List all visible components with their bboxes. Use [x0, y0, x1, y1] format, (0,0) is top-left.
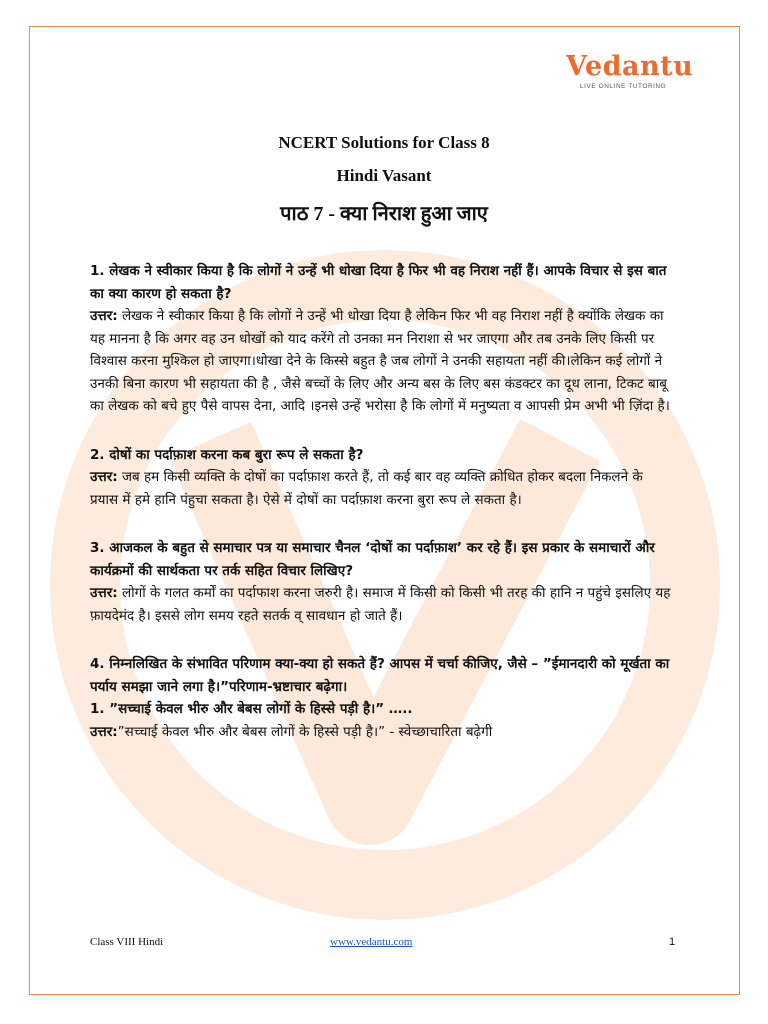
answer-text: लेखक ने स्वीकार किया है कि लोगों ने उन्हें भी धोखा दिया है लेकिन फिर भी वह निराश नहीं है क्योंकि लेखक का यह मानना है कि अगर वह उन धोखों को याद करेंगे तो उनका मन निराशा से भर जाएगा और तब उनके लिए किसी पर विश्वास करना मुश्किल हो जाएगा।धोखा देने के किस्से बहुत है जब लोगों ने उनकी सहायता नहीं की।लेकिन कई लोगों ने उनकी बिना कारण भी सहायता की है , जैसे बच्चों के लिए और अन्य बस के लिए बस कंडक्टर का दूध लाना, टिकट बाबू का लेखक को बचे हुए पैसे वापस देना, आदि ।इनसे उन्हें भरोसा है कि लोगों में मनुष्यता व आपसी प्रेम अभी भी ज़िंदा है।: [90, 308, 670, 414]
answer-label: उत्तर:: [90, 469, 118, 485]
footer-website-link[interactable]: www.vedantu.com: [330, 936, 413, 948]
answer-label: उत्तर:: [90, 723, 118, 740]
answer-label: उत्तर:: [90, 585, 118, 601]
question-3: 3. आजकल के बहुत से समाचार पत्र या समाचार चैनल ‘दोषों का पर्दाफ़ाश’ कर रहे हैं। इस प्रकार के समाचारों और कार्यक्रमों की सार्थकता पर तर्क सहित विचार लिखिए?: [90, 540, 655, 579]
answer-label: उत्तर:: [90, 308, 118, 324]
chapter-title: पाठ 7 - क्या निराश हुआ जाए: [280, 203, 488, 225]
answer-3: [90, 582, 674, 627]
footer-class-label: Class VIII Hindi: [90, 936, 164, 948]
answer-text: ”सच्चाई केवल भीरु और बेबस लोगों के हिस्से पड़ी है।” - स्वेच्छाचारिता बढ़ेगी: [117, 723, 493, 740]
question-4: 4. निम्नलिखित के संभावित परिणाम क्या-क्या हो सकते हैं? आपस में चर्चा कीजिए, जैसे – ”ईमानदारी को मूर्खता का पर्याय समझा जाने लगा है।”परिणाम-भ्रष्टाचार बढ़ेगा।: [90, 656, 670, 695]
question-2: 2. दोषों का पर्दाफ़ाश करना कब बुरा रूप ले सकता है?: [90, 446, 364, 463]
question-1: 1. लेखक ने स्वीकार किया है कि लोगों ने उन्हें भी धोखा दिया है फिर भी वह निराश नहीं हैं। आपके विचार से इस बात का क्या कारण हो सकता है?: [90, 263, 667, 302]
question-answer-content: [90, 260, 674, 743]
title-line-2: Hindi Vasant: [336, 166, 432, 185]
answer-4-sub-1: [90, 721, 674, 744]
answer-2: [90, 466, 674, 511]
question-4-sub-1: 1. ”सच्चाई केवल भीरु और बेबस लोगों के हिस्से पड़ी है।” …..: [90, 701, 413, 717]
answer-text: जब हम किसी व्यक्ति के दोषों का पर्दाफ़ाश करते हैं, तो कई बार वह व्यक्ति क्रोधित होकर बदला निकलने के प्रयास में हमे हानि पंहुचा सकता है। ऐसे में दोषों का पर्दाफ़ाश करना बुरा रूप ले सकता है।: [90, 469, 643, 508]
logo-tagline: LIVE ONLINE TUTORING: [580, 83, 667, 90]
vedantu-logo: [566, 52, 706, 102]
logo-wordmark: Vedantu: [566, 51, 694, 82]
answer-text: लोगों के गलत कर्मों का पर्दाफाश करना जरुरी है। समाज में किसी को किसी भी तरह की हानि न पहुंचे इसलिए यह फ़ायदेमंद है। इससे लोग समय रहते सतर्क व् सावधान हो जाते हैं।: [90, 585, 671, 624]
answer-1: [90, 305, 674, 418]
page-number: 1: [669, 936, 676, 948]
title-line-1: NCERT Solutions for Class 8: [278, 133, 490, 152]
